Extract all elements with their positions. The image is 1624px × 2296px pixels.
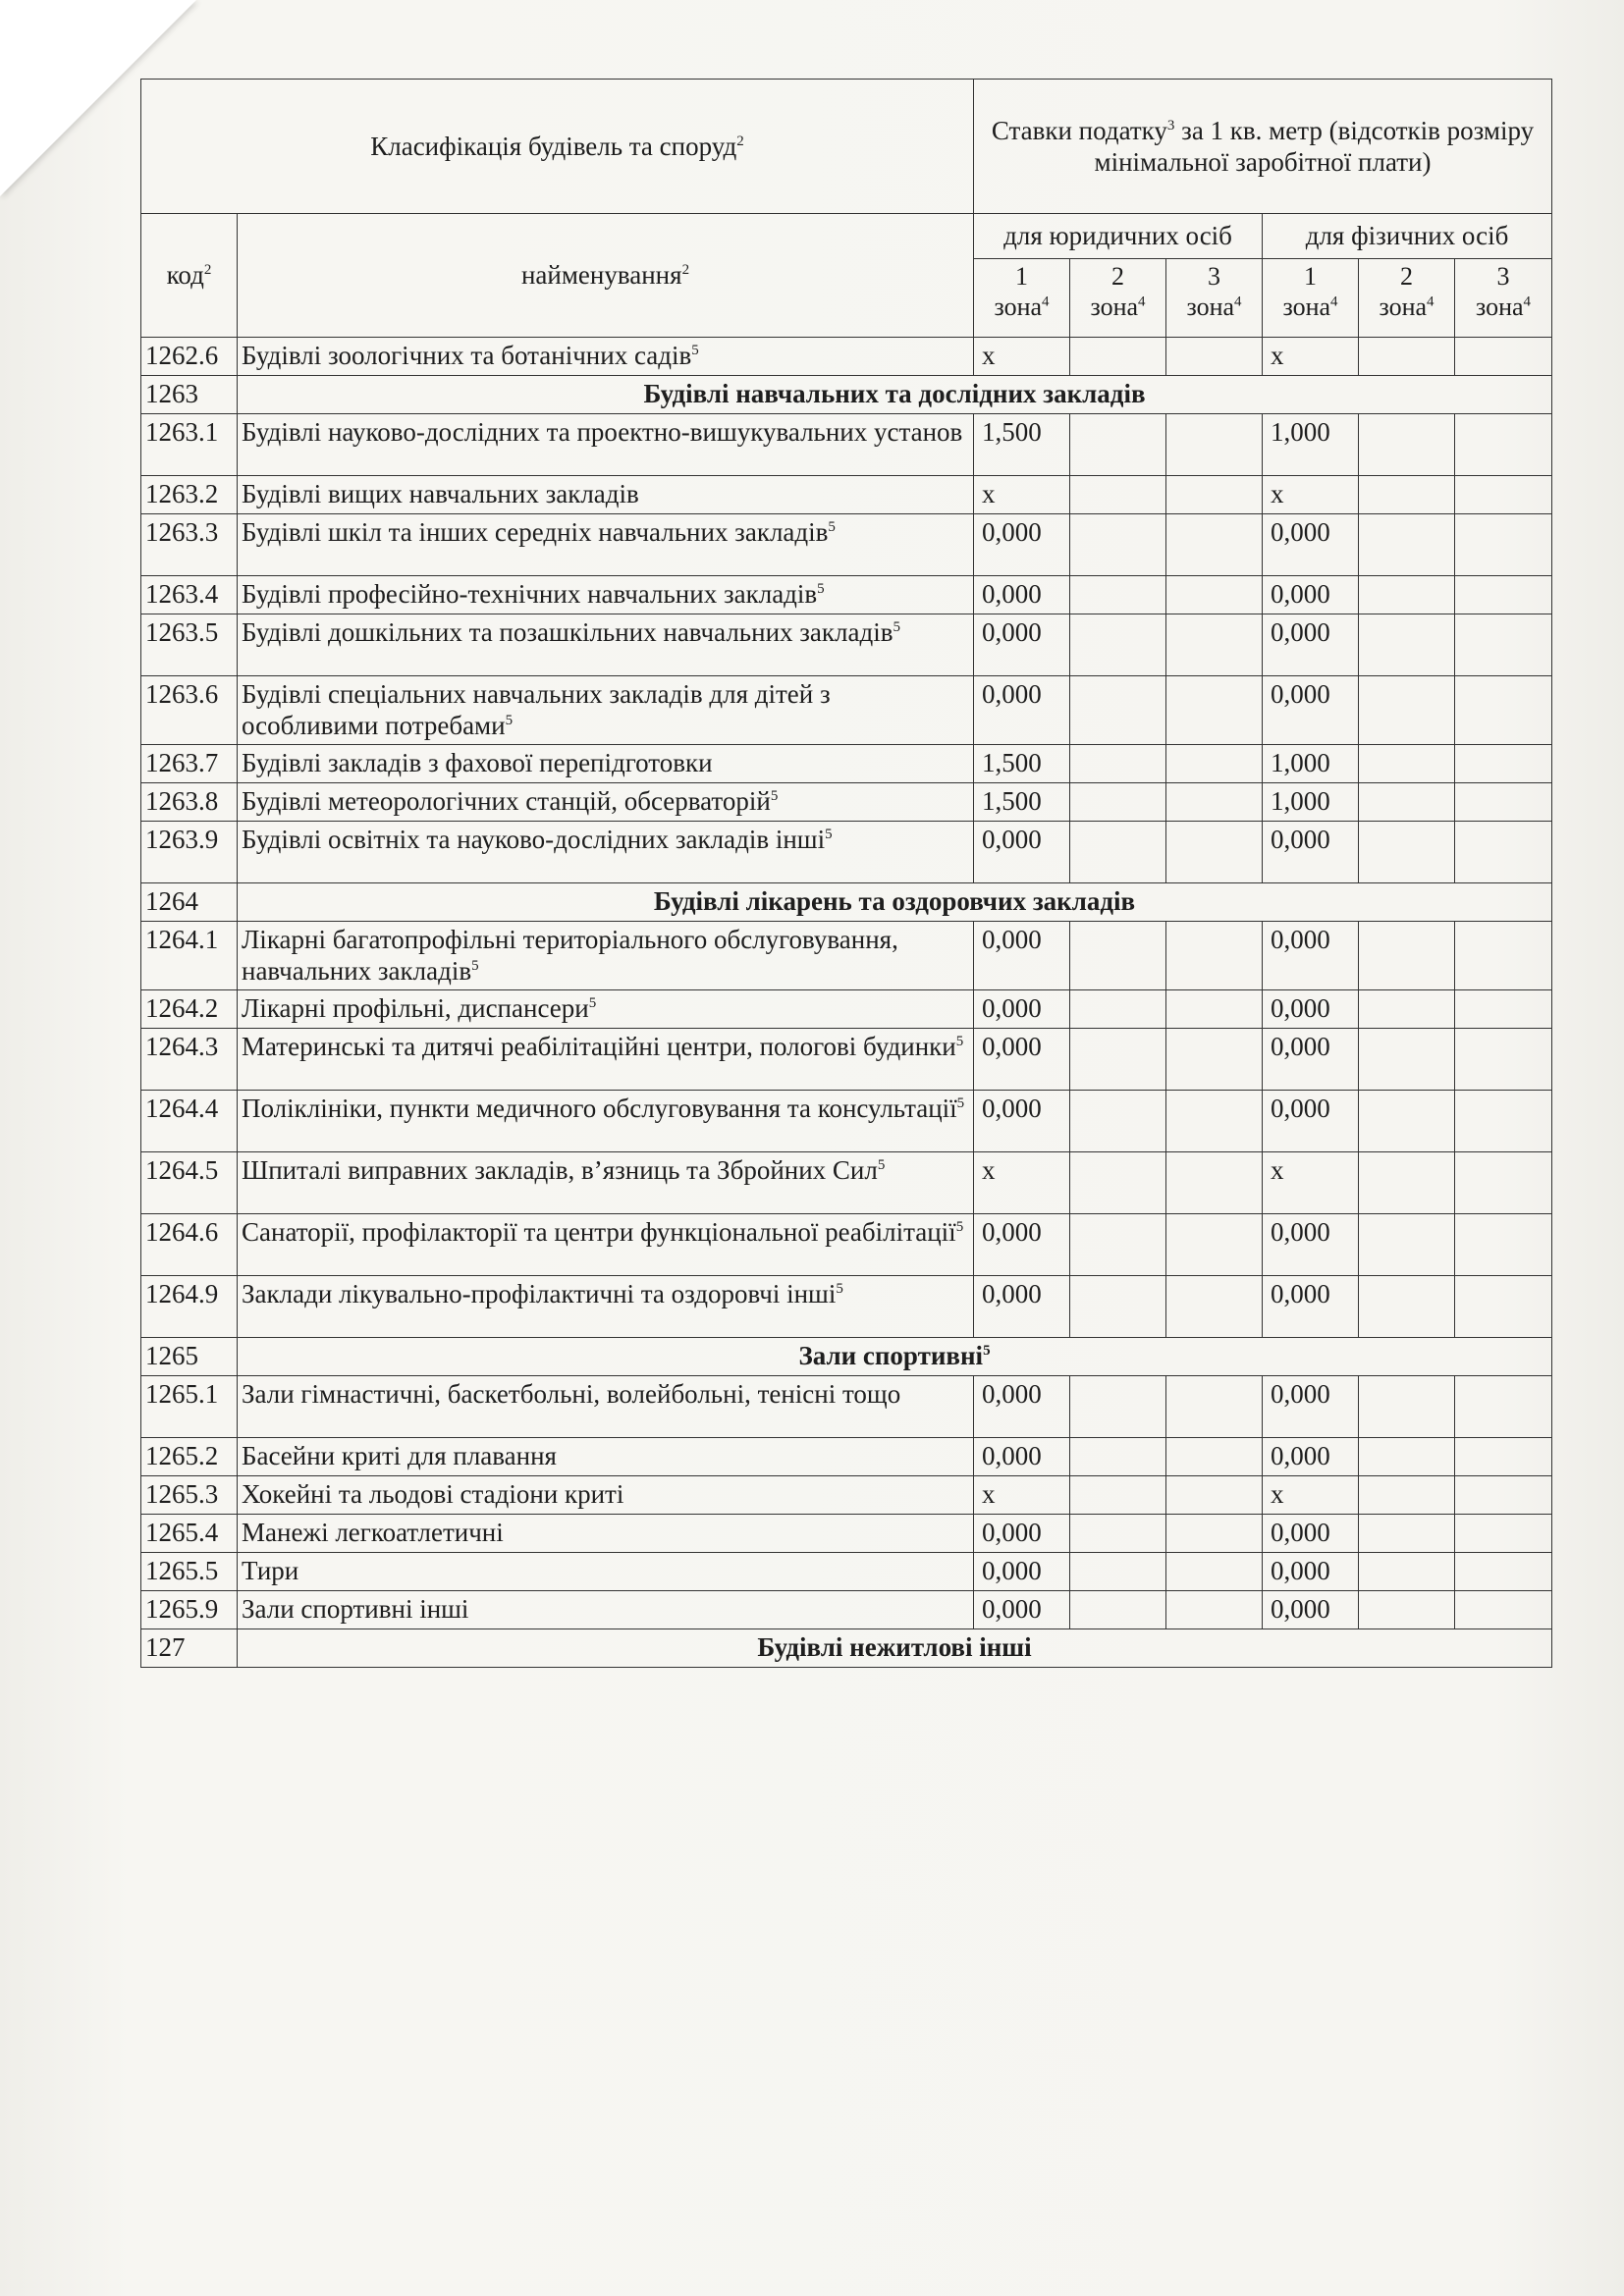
individual-zone1-rate: 0,000 [1263,676,1359,745]
individual-zone2-rate [1359,476,1455,514]
building-name: Будівлі метеорологічних станцій, обсерваторій$^5$ [238,782,974,821]
legal-zone2-rate [1070,338,1166,376]
building-name: Лікарні профільні, диспансери$^5$ [238,989,974,1028]
legal-zone2-rate [1070,676,1166,745]
classification-code: 1263.9 [141,821,238,882]
legal-zone3-rate [1166,1590,1263,1629]
individual-zone3-rate [1455,1213,1552,1275]
classification-code: 1264.9 [141,1275,238,1337]
legal-zone2-rate [1070,1514,1166,1552]
building-name: Будівлі освітніх та науково-дослідних закладів інші$^5$ [238,821,974,882]
legal-zone1-rate: 0,000 [974,921,1070,989]
table-row [141,476,1552,514]
legal-zone2-rate [1070,1028,1166,1090]
legal-zone1-rate: 0,000 [974,576,1070,614]
section-title: Будівлі навчальних та дослідних закладів [238,376,1552,414]
individual-zone3-rate [1455,614,1552,676]
individual-zone1-rate: 0,000 [1263,576,1359,614]
individual-zone2-rate [1359,338,1455,376]
legal-zone1-rate: 1,500 [974,414,1070,476]
individual-zone1-rate: х [1263,338,1359,376]
legal-zone3-rate [1166,1151,1263,1213]
legal-zone2-rate [1070,1552,1166,1590]
legal-zone3-rate [1166,1028,1263,1090]
section-code: 1265 [141,1337,238,1375]
section-row [141,882,1552,921]
name-header: найменування$^2$ [238,214,974,338]
legal-zone1-rate: 0,000 [974,1275,1070,1337]
section-row [141,376,1552,414]
table-row [141,576,1552,614]
individual-zone3-rate [1455,476,1552,514]
zone-header: 1 зона$^4$ [974,259,1070,338]
individual-zone1-rate: 1,000 [1263,744,1359,782]
individual-zone3-rate [1455,1437,1552,1475]
building-name: Зали гімнастичні, баскетбольні, волейбольні, тенісні тощо [238,1375,974,1437]
table-row [141,989,1552,1028]
building-name: Будівлі науково-дослідних та проектно-вишукувальних установ [238,414,974,476]
legal-zone1-rate: х [974,1475,1070,1514]
legal-zone2-rate [1070,1590,1166,1629]
building-name: Шпиталі виправних закладів, в’язниць та Збройних Сил$^5$ [238,1151,974,1213]
individual-zone3-rate [1455,1090,1552,1151]
legal-zone3-rate [1166,744,1263,782]
building-name: Материнські та дитячі реабілітаційні центри, пологові будинки$^5$ [238,1028,974,1090]
classification-code: 1263.7 [141,744,238,782]
classification-code: 1265.1 [141,1375,238,1437]
tax-rate-table [140,79,1552,1668]
legal-zone2-rate [1070,1275,1166,1337]
legal-entities-header: для юридичних осіб [974,214,1263,259]
legal-zone3-rate [1166,1275,1263,1337]
classification-code: 1265.4 [141,1514,238,1552]
legal-zone1-rate: 0,000 [974,1090,1070,1151]
classification-code: 1263.2 [141,476,238,514]
table-row [141,338,1552,376]
individual-zone3-rate [1455,414,1552,476]
table-row [141,821,1552,882]
individual-zone2-rate [1359,821,1455,882]
individual-zone3-rate [1455,821,1552,882]
building-name: Басейни криті для плавання [238,1437,974,1475]
legal-zone3-rate [1166,1475,1263,1514]
legal-zone1-rate: 0,000 [974,1437,1070,1475]
table-row [141,1475,1552,1514]
individual-zone2-rate [1359,1151,1455,1213]
legal-zone3-rate [1166,514,1263,576]
legal-zone1-rate: х [974,476,1070,514]
classification-code: 1264.5 [141,1151,238,1213]
individual-zone1-rate: 0,000 [1263,1090,1359,1151]
table-row [141,514,1552,576]
zone-header: 2 зона$^4$ [1070,259,1166,338]
legal-zone1-rate: х [974,338,1070,376]
individual-zone2-rate [1359,1514,1455,1552]
classification-code: 1264.3 [141,1028,238,1090]
individual-zone1-rate: 0,000 [1263,1275,1359,1337]
legal-zone3-rate [1166,1552,1263,1590]
legal-zone2-rate [1070,989,1166,1028]
building-name: Будівлі вищих навчальних закладів [238,476,974,514]
individual-zone1-rate: 0,000 [1263,1375,1359,1437]
individual-zone3-rate [1455,782,1552,821]
classification-code: 1263.8 [141,782,238,821]
legal-zone2-rate [1070,414,1166,476]
individual-zone1-rate: х [1263,476,1359,514]
classification-code: 1263.4 [141,576,238,614]
individual-zone1-rate: 0,000 [1263,1213,1359,1275]
building-name: Поліклініки, пункти медичного обслуговування та консультації$^5$ [238,1090,974,1151]
legal-zone3-rate [1166,1514,1263,1552]
individual-zone2-rate [1359,414,1455,476]
classification-code: 1264.6 [141,1213,238,1275]
tax-rates-header: Ставки податку$^3$ за 1 кв. метр (відсотків розміру мінімальної заробітної плати) [974,80,1552,214]
individual-zone2-rate [1359,782,1455,821]
individual-zone3-rate [1455,1552,1552,1590]
classification-code: 1263.3 [141,514,238,576]
legal-zone2-rate [1070,614,1166,676]
code-header: код$^2$ [141,214,238,338]
building-name: Будівлі дошкільних та позашкільних навчальних закладів$^5$ [238,614,974,676]
legal-zone1-rate: 1,500 [974,744,1070,782]
classification-code: 1263.6 [141,676,238,745]
classification-code: 1265.3 [141,1475,238,1514]
table-row [141,744,1552,782]
table-row [141,921,1552,989]
individual-zone2-rate [1359,1275,1455,1337]
legal-zone3-rate [1166,1375,1263,1437]
legal-zone1-rate: 0,000 [974,676,1070,745]
individual-zone3-rate [1455,676,1552,745]
legal-zone3-rate [1166,1090,1263,1151]
table-row [141,1437,1552,1475]
building-name: Заклади лікувально-профілактичні та оздоровчі інші$^5$ [238,1275,974,1337]
legal-zone3-rate [1166,921,1263,989]
individual-zone1-rate: 0,000 [1263,921,1359,989]
table-row [141,1552,1552,1590]
individual-zone2-rate [1359,744,1455,782]
legal-zone3-rate [1166,338,1263,376]
individual-zone2-rate [1359,1552,1455,1590]
individual-zone3-rate [1455,1514,1552,1552]
classification-code: 1264.1 [141,921,238,989]
classification-code: 1265.2 [141,1437,238,1475]
section-code: 127 [141,1629,238,1667]
legal-zone2-rate [1070,782,1166,821]
individual-zone2-rate [1359,1475,1455,1514]
building-name: Будівлі спеціальних навчальних закладів для дітей з особливими потребами$^5$ [238,676,974,745]
individual-zone2-rate [1359,1590,1455,1629]
building-name: Тири [238,1552,974,1590]
building-name: Будівлі шкіл та інших середніх навчальних закладів$^5$ [238,514,974,576]
legal-zone2-rate [1070,1090,1166,1151]
table-row [141,1375,1552,1437]
section-code: 1264 [141,882,238,921]
individual-zone1-rate: 0,000 [1263,514,1359,576]
legal-zone3-rate [1166,989,1263,1028]
table-row [141,1213,1552,1275]
legal-zone3-rate [1166,676,1263,745]
classification-code: 1265.5 [141,1552,238,1590]
individual-zone2-rate [1359,676,1455,745]
legal-zone2-rate [1070,1375,1166,1437]
legal-zone3-rate [1166,782,1263,821]
zone-header: 1 зона$^4$ [1263,259,1359,338]
individual-zone2-rate [1359,989,1455,1028]
individual-zone3-rate [1455,1475,1552,1514]
section-row [141,1629,1552,1667]
legal-zone2-rate [1070,576,1166,614]
legal-zone2-rate [1070,821,1166,882]
individual-zone1-rate: х [1263,1475,1359,1514]
legal-zone1-rate: 0,000 [974,514,1070,576]
individual-zone2-rate [1359,576,1455,614]
legal-zone2-rate [1070,921,1166,989]
legal-zone1-rate: 1,500 [974,782,1070,821]
individual-zone3-rate [1455,514,1552,576]
table-row [141,414,1552,476]
zone-header: 3 зона$^4$ [1166,259,1263,338]
classification-code: 1262.6 [141,338,238,376]
table-header [141,80,1552,338]
legal-zone1-rate: х [974,1151,1070,1213]
individual-zone3-rate [1455,1590,1552,1629]
table-row [141,676,1552,745]
individual-zone1-rate: 0,000 [1263,989,1359,1028]
individual-zone2-rate [1359,1028,1455,1090]
legal-zone2-rate [1070,1213,1166,1275]
individual-zone3-rate [1455,1375,1552,1437]
building-name: Манежі легкоатлетичні [238,1514,974,1552]
individual-zone2-rate [1359,514,1455,576]
table-row [141,614,1552,676]
legal-zone2-rate [1070,1437,1166,1475]
individual-zone3-rate [1455,576,1552,614]
section-row [141,1337,1552,1375]
individual-zone1-rate: 0,000 [1263,1437,1359,1475]
classification-code: 1264.4 [141,1090,238,1151]
individual-zone3-rate [1455,744,1552,782]
legal-zone1-rate: 0,000 [974,1375,1070,1437]
legal-zone2-rate [1070,1151,1166,1213]
legal-zone3-rate [1166,1437,1263,1475]
legal-zone1-rate: 0,000 [974,1590,1070,1629]
section-title: Будівлі нежитлові інші [238,1629,1552,1667]
legal-zone3-rate [1166,576,1263,614]
table-row [141,1151,1552,1213]
table-body [141,338,1552,1668]
legal-zone2-rate [1070,744,1166,782]
legal-zone3-rate [1166,476,1263,514]
individual-zone2-rate [1359,921,1455,989]
individual-zone2-rate [1359,1213,1455,1275]
legal-zone2-rate [1070,476,1166,514]
legal-zone2-rate [1070,1475,1166,1514]
legal-zone3-rate [1166,1213,1263,1275]
table-row [141,1590,1552,1629]
classification-code: 1263.1 [141,414,238,476]
legal-zone1-rate: 0,000 [974,614,1070,676]
individual-zone1-rate: 0,000 [1263,1028,1359,1090]
individual-zone1-rate: 0,000 [1263,1590,1359,1629]
section-title: Зали спортивні$^5$ [238,1337,1552,1375]
individual-zone3-rate [1455,1028,1552,1090]
individual-zone3-rate [1455,921,1552,989]
individual-zone1-rate: 1,000 [1263,782,1359,821]
table-row [141,1090,1552,1151]
individual-zone1-rate: 0,000 [1263,821,1359,882]
individual-zone1-rate: 0,000 [1263,1552,1359,1590]
legal-zone3-rate [1166,821,1263,882]
individual-zone3-rate [1455,338,1552,376]
legal-zone3-rate [1166,614,1263,676]
classification-header: Класифікація будівель та споруд$^2$ [141,80,974,214]
building-name: Будівлі закладів з фахової перепідготовки [238,744,974,782]
classification-code: 1265.9 [141,1590,238,1629]
legal-zone1-rate: 0,000 [974,821,1070,882]
classification-code: 1264.2 [141,989,238,1028]
legal-zone1-rate: 0,000 [974,1213,1070,1275]
individual-zone1-rate: 0,000 [1263,614,1359,676]
classification-code: 1263.5 [141,614,238,676]
individual-zone1-rate: 0,000 [1263,1514,1359,1552]
zone-header: 3 зона$^4$ [1455,259,1552,338]
legal-zone1-rate: 0,000 [974,1028,1070,1090]
individual-zone3-rate [1455,1151,1552,1213]
building-name: Лікарні багатопрофільні територіального обслуговування, навчальних закладів$^5$ [238,921,974,989]
section-title: Будівлі лікарень та оздоровчих закладів [238,882,1552,921]
table-row [141,1275,1552,1337]
building-name: Зали спортивні інші [238,1590,974,1629]
building-name: Будівлі професійно-технічних навчальних закладів$^5$ [238,576,974,614]
individual-zone3-rate [1455,1275,1552,1337]
table-row [141,1028,1552,1090]
legal-zone1-rate: 0,000 [974,1514,1070,1552]
table-row [141,1514,1552,1552]
legal-zone3-rate [1166,414,1263,476]
legal-zone1-rate: 0,000 [974,989,1070,1028]
legal-zone2-rate [1070,514,1166,576]
individual-zone2-rate [1359,614,1455,676]
building-name: Санаторії, профілакторії та центри функціональної реабілітації$^5$ [238,1213,974,1275]
table-row [141,782,1552,821]
individual-zone1-rate: 1,000 [1263,414,1359,476]
section-code: 1263 [141,376,238,414]
individual-zone1-rate: х [1263,1151,1359,1213]
zone-header: 2 зона$^4$ [1359,259,1455,338]
building-name: Хокейні та льодові стадіони криті [238,1475,974,1514]
building-name: Будівлі зоологічних та ботанічних садів$^5$ [238,338,974,376]
individual-zone2-rate [1359,1437,1455,1475]
individuals-header: для фізичних осіб [1263,214,1552,259]
individual-zone2-rate [1359,1090,1455,1151]
legal-zone1-rate: 0,000 [974,1552,1070,1590]
individual-zone3-rate [1455,989,1552,1028]
individual-zone2-rate [1359,1375,1455,1437]
